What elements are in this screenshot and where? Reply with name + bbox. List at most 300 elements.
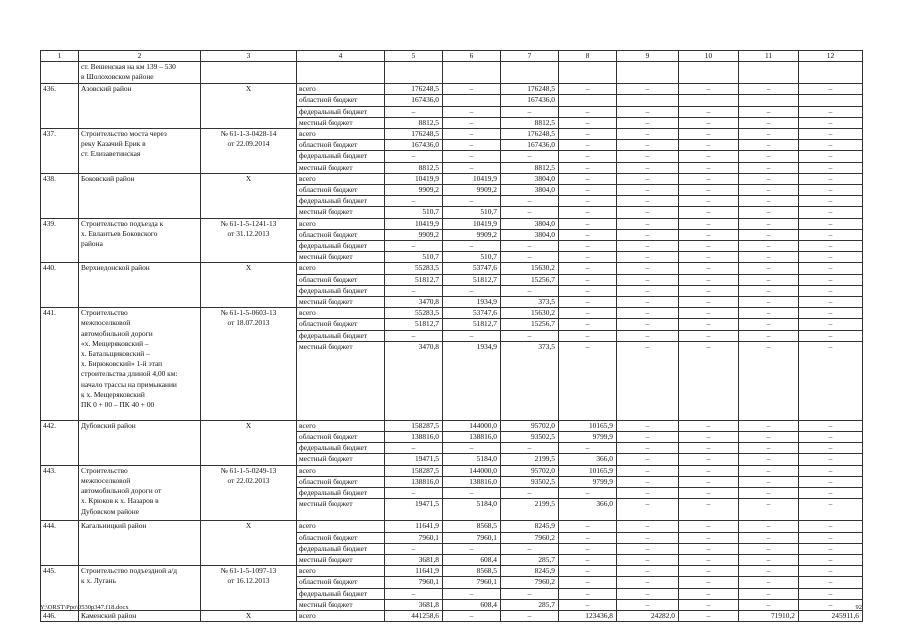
amount-cell: – [739, 588, 799, 599]
amount-cell: – [617, 263, 679, 274]
amount-cell: 373,5 [501, 297, 559, 308]
funding-source [297, 62, 385, 84]
approval-document: № 61-1-5-0249-13 от 22.02.2013 [201, 465, 297, 521]
amount-cell: 510,7 [385, 252, 443, 263]
amount-cell: – [799, 599, 863, 610]
column-header: 2 [79, 51, 201, 62]
amount-cell: 176248,5 [385, 84, 443, 95]
funding-source: областной бюджет [297, 185, 385, 196]
amount-cell: 51812,7 [385, 274, 443, 285]
amount-cell: 158287,5 [385, 465, 443, 476]
document-path: Y:\ORST\Ppo\0530p347.f18.docx [40, 604, 129, 611]
funding-source: федеральный бюджет [297, 106, 385, 117]
amount-cell: 10165,9 [559, 420, 617, 431]
amount-cell: – [617, 588, 679, 599]
amount-cell: – [559, 218, 617, 229]
amount-cell: – [501, 106, 559, 117]
row-index: 442. [41, 420, 79, 465]
funding-source: местный бюджет [297, 162, 385, 173]
amount-cell: – [617, 274, 679, 285]
funding-source: местный бюджет [297, 117, 385, 128]
amount-cell: – [559, 151, 617, 162]
amount-cell [739, 95, 799, 106]
amount-cell: 93502,5 [501, 432, 559, 443]
column-header: 5 [385, 51, 443, 62]
amount-cell: 3470,8 [385, 297, 443, 308]
funding-source: федеральный бюджет [297, 488, 385, 499]
amount-cell: – [617, 140, 679, 151]
amount-cell: – [739, 241, 799, 252]
amount-cell: – [739, 432, 799, 443]
amount-cell: 24282,0 [617, 610, 679, 621]
amount-cell: – [799, 554, 863, 565]
approval-document: № 61-1-5-0603-13 от 18.07.2013 [201, 308, 297, 421]
amount-cell: – [617, 106, 679, 117]
amount-cell: – [559, 566, 617, 577]
amount-cell: – [799, 106, 863, 117]
amount-cell: – [559, 543, 617, 554]
amount-cell: – [799, 84, 863, 95]
amount-cell: – [617, 341, 679, 420]
amount-cell: – [679, 610, 739, 621]
amount-cell: – [501, 196, 559, 207]
funding-source: областной бюджет [297, 532, 385, 543]
row-index: 443. [41, 465, 79, 521]
amount-cell: 373,5 [501, 341, 559, 420]
table-row [41, 173, 863, 184]
budget-table-sheet [40, 50, 862, 622]
amount-cell: – [679, 341, 739, 420]
amount-cell: – [443, 106, 501, 117]
amount-cell: 8812,5 [385, 162, 443, 173]
amount-cell: – [739, 319, 799, 330]
funding-source: областной бюджет [297, 577, 385, 588]
amount-cell: 1934,9 [443, 297, 501, 308]
amount-cell: – [617, 285, 679, 296]
amount-cell: 608,4 [443, 599, 501, 610]
amount-cell: – [799, 274, 863, 285]
amount-cell: – [443, 330, 501, 341]
amount-cell [617, 62, 679, 84]
amount-cell [559, 95, 617, 106]
amount-cell: 285,7 [501, 554, 559, 565]
funding-source: федеральный бюджет [297, 285, 385, 296]
amount-cell: – [385, 443, 443, 454]
amount-cell: – [739, 330, 799, 341]
funding-source: местный бюджет [297, 454, 385, 465]
amount-cell: 5184,0 [443, 454, 501, 465]
object-name: Дубовский район [79, 420, 201, 465]
amount-cell: – [679, 274, 739, 285]
object-name: Азовский район [79, 84, 201, 129]
amount-cell: – [617, 432, 679, 443]
amount-cell: – [799, 308, 863, 319]
object-name: Каменский район [79, 610, 201, 621]
amount-cell: – [559, 330, 617, 341]
amount-cell: – [799, 476, 863, 487]
amount-cell: – [739, 420, 799, 431]
amount-cell: – [679, 330, 739, 341]
amount-cell: – [739, 341, 799, 420]
funding-source: всего [297, 521, 385, 532]
amount-cell: – [799, 151, 863, 162]
amount-cell: – [799, 454, 863, 465]
amount-cell: – [799, 566, 863, 577]
approval-document: № 61-1-3-0428-14 от 22.09.2014 [201, 129, 297, 174]
amount-cell: – [739, 162, 799, 173]
amount-cell: 19471,5 [385, 499, 443, 521]
amount-cell: – [385, 241, 443, 252]
amount-cell: – [443, 588, 501, 599]
amount-cell [443, 62, 501, 84]
amount-cell: – [559, 173, 617, 184]
funding-source: областной бюджет [297, 140, 385, 151]
amount-cell: 8245,9 [501, 521, 559, 532]
amount-cell: – [739, 532, 799, 543]
amount-cell: 7960,2 [501, 532, 559, 543]
funding-source: всего [297, 465, 385, 476]
amount-cell: 2199,5 [501, 454, 559, 465]
amount-cell: – [799, 207, 863, 218]
approval-document: Х [201, 610, 297, 621]
object-name: Строительство моста через реку Казачий Ерик в ст. Елизаветинская [79, 129, 201, 174]
amount-cell: 608,4 [443, 554, 501, 565]
amount-cell [501, 62, 559, 84]
approval-document: № 61-1-5-1097-13 от 16.12.2013 [201, 566, 297, 611]
amount-cell: – [799, 532, 863, 543]
amount-cell: – [799, 521, 863, 532]
amount-cell: – [617, 117, 679, 128]
amount-cell: – [559, 599, 617, 610]
amount-cell: – [385, 151, 443, 162]
approval-document: Х [201, 84, 297, 129]
amount-cell: 5184,0 [443, 499, 501, 521]
amount-cell: – [559, 252, 617, 263]
amount-cell: – [679, 252, 739, 263]
amount-cell: – [617, 577, 679, 588]
funding-source: всего [297, 84, 385, 95]
amount-cell: – [739, 476, 799, 487]
amount-cell: – [799, 173, 863, 184]
amount-cell: 7960,1 [443, 577, 501, 588]
amount-cell: 55283,5 [385, 308, 443, 319]
amount-cell [799, 62, 863, 84]
amount-cell: – [739, 443, 799, 454]
amount-cell: – [501, 252, 559, 263]
amount-cell: – [559, 308, 617, 319]
amount-cell: 2199,5 [501, 499, 559, 521]
table-row [41, 420, 863, 431]
amount-cell: – [617, 599, 679, 610]
amount-cell: 8245,9 [501, 566, 559, 577]
row-index [41, 62, 79, 84]
amount-cell: – [799, 263, 863, 274]
amount-cell: – [617, 207, 679, 218]
amount-cell: – [617, 330, 679, 341]
amount-cell: – [559, 84, 617, 95]
amount-cell: – [385, 285, 443, 296]
amount-cell: – [501, 588, 559, 599]
amount-cell: – [739, 140, 799, 151]
amount-cell: – [617, 162, 679, 173]
amount-cell: – [617, 465, 679, 476]
amount-cell: – [679, 297, 739, 308]
row-index: 446. [41, 610, 79, 621]
funding-source: всего [297, 308, 385, 319]
amount-cell: – [617, 185, 679, 196]
amount-cell: 366,0 [559, 454, 617, 465]
amount-cell: 3804,0 [501, 218, 559, 229]
amount-cell: – [443, 162, 501, 173]
funding-source: областной бюджет [297, 476, 385, 487]
funding-source: всего [297, 420, 385, 431]
amount-cell: – [799, 577, 863, 588]
amount-cell: – [679, 140, 739, 151]
amount-cell: 95702,0 [501, 420, 559, 431]
row-index: 440. [41, 263, 79, 308]
table-row [41, 218, 863, 229]
amount-cell: 366,0 [559, 499, 617, 521]
amount-cell: – [679, 599, 739, 610]
table-row [41, 566, 863, 577]
amount-cell: – [679, 566, 739, 577]
amount-cell: – [559, 263, 617, 274]
amount-cell: 3681,8 [385, 554, 443, 565]
amount-cell: – [679, 476, 739, 487]
column-header: 7 [501, 51, 559, 62]
amount-cell: – [559, 297, 617, 308]
amount-cell: – [739, 229, 799, 240]
amount-cell: – [739, 185, 799, 196]
amount-cell: – [501, 488, 559, 499]
amount-cell: – [799, 341, 863, 420]
funding-source: областной бюджет [297, 432, 385, 443]
amount-cell: – [559, 443, 617, 454]
amount-cell: 10419,9 [443, 218, 501, 229]
amount-cell: 3804,0 [501, 229, 559, 240]
amount-cell: – [559, 319, 617, 330]
table-row [41, 465, 863, 476]
amount-cell: 10165,9 [559, 465, 617, 476]
amount-cell: – [617, 476, 679, 487]
amount-cell: – [739, 285, 799, 296]
object-name: Строительство подъездной а/д к х. Лугань [79, 566, 201, 611]
amount-cell: 15630,2 [501, 263, 559, 274]
amount-cell: – [799, 162, 863, 173]
column-header: 6 [443, 51, 501, 62]
amount-cell: – [443, 610, 501, 621]
table-row [41, 308, 863, 319]
funding-source: федеральный бюджет [297, 443, 385, 454]
amount-cell: – [799, 499, 863, 521]
row-index: 439. [41, 218, 79, 263]
amount-cell: – [679, 420, 739, 431]
amount-cell: – [559, 185, 617, 196]
funding-source: областной бюджет [297, 229, 385, 240]
amount-cell: – [799, 229, 863, 240]
amount-cell: – [679, 285, 739, 296]
amount-cell: – [739, 566, 799, 577]
table-row [41, 521, 863, 532]
amount-cell: – [617, 196, 679, 207]
funding-source: областной бюджет [297, 319, 385, 330]
amount-cell: – [679, 454, 739, 465]
amount-cell: – [799, 319, 863, 330]
amount-cell: – [679, 207, 739, 218]
amount-cell [799, 95, 863, 106]
amount-cell: – [799, 465, 863, 476]
amount-cell: – [501, 543, 559, 554]
funding-source: областной бюджет [297, 274, 385, 285]
amount-cell: – [679, 543, 739, 554]
funding-source: федеральный бюджет [297, 241, 385, 252]
amount-cell: 167436,0 [385, 95, 443, 106]
amount-cell [385, 62, 443, 84]
amount-cell: – [559, 196, 617, 207]
amount-cell: – [559, 285, 617, 296]
amount-cell: – [443, 285, 501, 296]
amount-cell: 441258,6 [385, 610, 443, 621]
amount-cell: 138816,0 [385, 476, 443, 487]
amount-cell: – [617, 532, 679, 543]
amount-cell: – [739, 173, 799, 184]
amount-cell: 144000,0 [443, 420, 501, 431]
amount-cell: – [501, 443, 559, 454]
amount-cell: 510,7 [443, 207, 501, 218]
amount-cell: – [385, 196, 443, 207]
amount-cell: – [501, 285, 559, 296]
amount-cell: 9909,2 [385, 185, 443, 196]
amount-cell: 3804,0 [501, 173, 559, 184]
funding-source: местный бюджет [297, 499, 385, 521]
table-row [41, 84, 863, 95]
amount-cell: 9909,2 [443, 185, 501, 196]
budget-table [40, 50, 863, 622]
amount-cell: 7960,1 [385, 577, 443, 588]
funding-source: местный бюджет [297, 252, 385, 263]
amount-cell: 15256,7 [501, 319, 559, 330]
amount-cell: – [799, 297, 863, 308]
amount-cell: – [617, 173, 679, 184]
amount-cell: – [443, 117, 501, 128]
amount-cell: – [617, 308, 679, 319]
amount-cell: – [679, 84, 739, 95]
amount-cell: – [617, 443, 679, 454]
amount-cell: – [679, 173, 739, 184]
amount-cell: 95702,0 [501, 465, 559, 476]
approval-document: № 61-1-5-1241-13 от 31.12.2013 [201, 218, 297, 263]
object-name: Боковский район [79, 173, 201, 218]
amount-cell: – [739, 106, 799, 117]
amount-cell: – [739, 297, 799, 308]
amount-cell: 144000,0 [443, 465, 501, 476]
row-index: 445. [41, 566, 79, 611]
object-name: Кагальницкий район [79, 521, 201, 566]
amount-cell: – [385, 543, 443, 554]
amount-cell: – [679, 162, 739, 173]
amount-cell: 3804,0 [501, 185, 559, 196]
amount-cell: 11641,9 [385, 521, 443, 532]
amount-cell: – [739, 207, 799, 218]
amount-cell: – [617, 488, 679, 499]
amount-cell: – [679, 218, 739, 229]
table-row [41, 263, 863, 274]
amount-cell: – [799, 285, 863, 296]
amount-cell: – [679, 308, 739, 319]
amount-cell: – [501, 610, 559, 621]
amount-cell: – [739, 274, 799, 285]
amount-cell: 167436,0 [501, 140, 559, 151]
amount-cell: 138816,0 [385, 432, 443, 443]
approval-document: Х [201, 263, 297, 308]
object-name: Строительство межпоселковой автомобильной дороги «х. Мещеряковский – х. Батальщиковский – х. Бирюковский» 1-й этап строительства длиной 4,00 км: начало трассы на примыкании к х. Мещеряковский ПК 0 + 00 – ПК 40 + 00 [79, 308, 201, 421]
amount-cell: 51812,7 [385, 319, 443, 330]
amount-cell: – [799, 218, 863, 229]
amount-cell: – [679, 577, 739, 588]
amount-cell: – [617, 566, 679, 577]
amount-cell: 8568,5 [443, 521, 501, 532]
amount-cell: – [679, 185, 739, 196]
approval-document: Х [201, 420, 297, 465]
amount-cell: – [559, 117, 617, 128]
amount-cell: 9799,9 [559, 432, 617, 443]
amount-cell: – [559, 577, 617, 588]
amount-cell: – [501, 207, 559, 218]
row-index: 444. [41, 521, 79, 566]
amount-cell: 19471,5 [385, 454, 443, 465]
amount-cell: – [617, 129, 679, 140]
amount-cell: 53747,6 [443, 308, 501, 319]
amount-cell: – [617, 543, 679, 554]
amount-cell: 176248,5 [501, 129, 559, 140]
amount-cell: 1934,9 [443, 341, 501, 420]
amount-cell: – [739, 196, 799, 207]
amount-cell: 15630,2 [501, 308, 559, 319]
object-name: Верхнедонской район [79, 263, 201, 308]
funding-source: местный бюджет [297, 554, 385, 565]
column-header: 12 [799, 51, 863, 62]
amount-cell: – [739, 252, 799, 263]
amount-cell: – [679, 532, 739, 543]
amount-cell: – [679, 229, 739, 240]
funding-source: всего [297, 610, 385, 621]
amount-cell: – [799, 252, 863, 263]
amount-cell: 7960,1 [385, 532, 443, 543]
amount-cell: – [679, 488, 739, 499]
amount-cell: – [385, 588, 443, 599]
amount-cell: 176248,5 [385, 129, 443, 140]
amount-cell: – [799, 330, 863, 341]
amount-cell: – [799, 420, 863, 431]
amount-cell [679, 62, 739, 84]
amount-cell: 8812,5 [501, 117, 559, 128]
column-header: 9 [617, 51, 679, 62]
amount-cell: – [501, 151, 559, 162]
amount-cell: – [679, 319, 739, 330]
amount-cell: – [559, 106, 617, 117]
funding-source: всего [297, 263, 385, 274]
amount-cell: – [443, 196, 501, 207]
amount-cell: – [739, 308, 799, 319]
approval-document: Х [201, 173, 297, 218]
funding-source: федеральный бюджет [297, 543, 385, 554]
amount-cell: – [559, 274, 617, 285]
funding-source: всего [297, 566, 385, 577]
row-index: 438. [41, 173, 79, 218]
amount-cell: – [799, 196, 863, 207]
amount-cell: – [501, 330, 559, 341]
object-name: ст. Вешенская на км 139 – 530 в Шолоховском районе [79, 62, 201, 84]
